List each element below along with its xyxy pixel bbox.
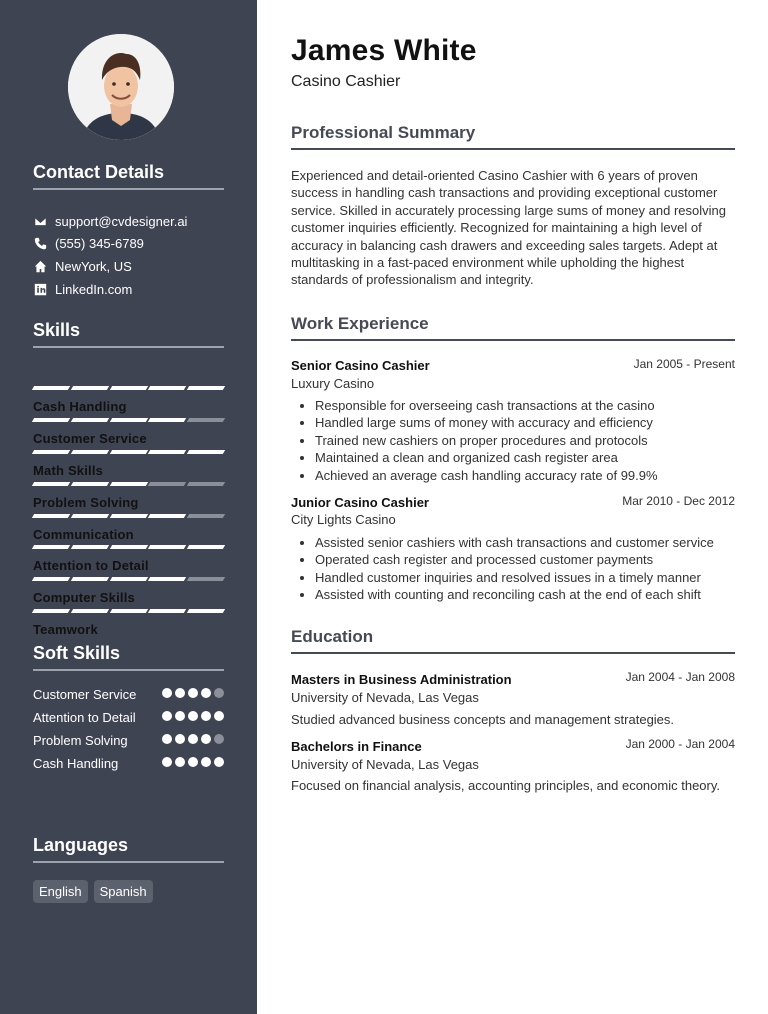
job-bullet: • Assisted with counting and reconciling cash at the end of each shift — [315, 586, 759, 603]
rating-dot — [175, 711, 185, 721]
summary-text: Experienced and detail-oriented Casino Cashier with 6 years of proven success in handling cash transactions and providing exceptional customer service. Skilled in accurately processing large sums of money and resolving customer inquiries efficiently. Recognized for maintaining a high level of accuracy in balancing cash drawers and exceeding sales targets. Adept at multitasking in a fast-paced environment while upholding the highest standards of professionalism and integrity. — [291, 168, 726, 288]
edu-school: University of Nevada, Las Vegas — [291, 757, 479, 772]
job-bullet: • Trained new cashiers on proper procedures and protocols — [315, 432, 759, 449]
language-tag: English — [33, 880, 88, 903]
contact-heading: Contact Details — [33, 162, 165, 182]
skill-level-segment — [187, 609, 225, 613]
skill-level-segment — [32, 386, 70, 390]
skill-item — [33, 460, 224, 510]
rating-dot — [214, 757, 224, 767]
soft-skill-item — [33, 755, 224, 772]
skill-level-segment — [71, 545, 109, 549]
skill-level-segment — [109, 386, 147, 390]
languages-heading: Languages — [33, 835, 129, 855]
job-bullets — [291, 534, 759, 604]
skill-item — [33, 396, 224, 446]
job-title: Senior Casino Cashier — [291, 358, 430, 373]
skill-name: Cash Handling — [33, 399, 127, 414]
soft-skill-name: Problem Solving — [33, 733, 128, 748]
skill-level-segment — [109, 514, 147, 518]
job-dates: Jan 2005 - Present — [633, 357, 735, 371]
skill-level-segment — [32, 482, 70, 486]
skill-level-segment — [187, 482, 225, 486]
job-bullet: • Responsible for overseeing cash transactions at the casino — [315, 397, 759, 414]
skill-item — [33, 428, 224, 478]
skill-level-bar — [33, 386, 224, 390]
rating-dot — [162, 688, 172, 698]
skill-name: Computer Skills — [33, 590, 135, 606]
skill-level-bar — [33, 609, 224, 613]
skill-level-segment — [148, 450, 186, 454]
contact-list — [33, 210, 187, 300]
skill-level-segment — [148, 514, 186, 518]
skill-name: Problem Solving — [33, 494, 139, 510]
skill-level-segment — [71, 482, 109, 486]
rating-dot — [162, 711, 172, 721]
skills-heading: Skills — [33, 320, 81, 340]
soft-skill-rating — [162, 734, 224, 744]
job-bullet: • Handled customer inquiries and resolved issues in a timely manner — [315, 569, 759, 586]
languages-divider — [33, 861, 224, 863]
skill-level-segment — [109, 450, 147, 454]
edu-description: Focused on financial analysis, accounting principles, and economic theory. — [291, 778, 720, 793]
contact-email-text: support@cvdesigner.ai — [55, 213, 188, 229]
contact-phone-text: (555) 345-6789 — [55, 236, 144, 252]
rating-dot — [175, 688, 185, 698]
skill-name: Math Skills — [33, 462, 104, 478]
skill-level-segment — [187, 514, 225, 518]
person-title: Casino Cashier — [291, 73, 401, 90]
skill-level-segment — [187, 418, 225, 422]
skill-level-segment — [109, 609, 147, 613]
skill-level-segment — [148, 418, 186, 422]
skill-level-segment — [32, 609, 70, 613]
soft-skill-rating — [162, 711, 224, 721]
rating-dot — [162, 734, 172, 744]
skill-level-segment — [187, 450, 225, 454]
summary-divider — [291, 148, 735, 150]
skill-item — [33, 587, 224, 638]
language-tag: Spanish — [94, 880, 153, 903]
edu-school: University of Nevada, Las Vegas — [291, 690, 479, 705]
skills-divider — [33, 346, 224, 348]
phone-icon — [33, 237, 47, 251]
job-company: City Lights Casino — [291, 512, 396, 527]
rating-dot — [175, 734, 185, 744]
home-icon — [33, 259, 47, 273]
rating-dot — [214, 734, 224, 744]
rating-dot — [214, 711, 224, 721]
rating-dot — [201, 757, 211, 767]
job-bullet: • Assisted senior cashiers with cash transactions and customer service — [315, 534, 759, 551]
skill-item — [33, 492, 224, 542]
skill-level-segment — [187, 545, 225, 549]
skill-item — [33, 364, 224, 414]
profile-photo — [68, 34, 174, 140]
skill-level-segment — [148, 577, 186, 581]
rating-dot — [188, 688, 198, 698]
skill-level-segment — [109, 577, 147, 581]
job-company: Luxury Casino — [291, 376, 375, 391]
edu-degree: Masters in Business Administration — [291, 672, 512, 687]
education-divider — [291, 652, 735, 654]
job-dates: Mar 2010 - Dec 2012 — [622, 494, 735, 508]
skill-level-segment — [109, 482, 147, 486]
job-title: Junior Casino Cashier — [291, 495, 429, 510]
skills-list — [33, 364, 224, 638]
contact-divider — [33, 188, 224, 190]
skill-level-segment — [71, 386, 109, 390]
soft-skills-list — [33, 686, 224, 772]
skill-level-segment — [71, 450, 109, 454]
skill-name: Communication — [33, 526, 134, 542]
contact-email[interactable] — [33, 210, 187, 233]
skill-level-segment — [109, 418, 147, 422]
skill-level-segment — [32, 418, 70, 422]
edu-degree: Bachelors in Finance — [291, 739, 422, 754]
skill-level-segment — [187, 386, 225, 390]
soft-skill-item — [33, 709, 224, 726]
job-bullet: • Operated cash register and processed customer payments — [315, 551, 759, 568]
soft-skill-name: Customer Service — [33, 687, 137, 702]
skill-level-bar — [33, 577, 224, 581]
person-name: James White — [291, 34, 477, 67]
job-bullet: • Achieved an average cash handling accuracy rate of 99.9% — [315, 467, 759, 484]
soft-skill-name: Cash Handling — [33, 756, 119, 771]
education-heading: Education — [291, 627, 374, 646]
contact-location-text: NewYork, US — [55, 258, 132, 274]
soft-skill-item — [33, 732, 224, 749]
edu-dates: Jan 2000 - Jan 2004 — [625, 737, 735, 751]
rating-dot — [175, 757, 185, 767]
linkedin-icon — [33, 282, 47, 296]
work-divider — [291, 339, 735, 341]
skill-level-bar — [33, 450, 224, 454]
job-bullet: • Handled large sums of money with accuracy and efficiency — [315, 414, 759, 431]
soft-skills-heading: Soft Skills — [33, 643, 121, 663]
envelope-icon — [33, 214, 47, 228]
skill-name: Attention to Detail — [33, 558, 149, 574]
soft-skill-item — [33, 686, 224, 703]
skill-level-segment — [148, 545, 186, 549]
skill-level-bar — [33, 545, 224, 549]
skill-item — [33, 523, 224, 574]
skill-level-segment — [148, 609, 186, 613]
rating-dot — [201, 688, 211, 698]
soft-skills-divider — [33, 669, 224, 671]
soft-skill-rating — [162, 688, 224, 698]
contact-linkedin[interactable] — [33, 278, 187, 301]
skill-level-bar — [33, 482, 224, 486]
rating-dot — [201, 711, 211, 721]
skill-name: Teamwork — [33, 622, 98, 638]
contact-linkedin-text: LinkedIn.com — [55, 281, 133, 297]
skill-level-segment — [71, 418, 109, 422]
skill-level-segment — [187, 577, 225, 581]
languages-list — [33, 880, 153, 903]
skill-level-segment — [109, 545, 147, 549]
skill-level-segment — [148, 386, 186, 390]
work-heading: Work Experience — [291, 314, 429, 333]
main-content — [291, 0, 735, 1014]
skill-name: Customer Service — [33, 430, 147, 446]
skill-level-segment — [32, 577, 70, 581]
skill-level-segment — [71, 577, 109, 581]
job-bullet: • Maintained a clean and organized cash register area — [315, 449, 759, 466]
sidebar — [0, 0, 257, 1014]
rating-dot — [188, 711, 198, 721]
rating-dot — [201, 734, 211, 744]
skill-level-bar — [33, 418, 224, 422]
soft-skill-rating — [162, 757, 224, 767]
contact-phone[interactable] — [33, 233, 187, 256]
rating-dot — [188, 734, 198, 744]
skill-item — [33, 555, 224, 606]
skill-level-segment — [32, 514, 70, 518]
edu-description: Studied advanced business concepts and management strategies. — [291, 712, 675, 727]
summary-heading: Professional Summary — [291, 123, 476, 142]
skill-level-segment — [32, 545, 70, 549]
skill-level-segment — [71, 609, 109, 613]
skill-level-segment — [71, 514, 109, 518]
rating-dot — [214, 688, 224, 698]
avatar — [68, 34, 174, 140]
skill-level-segment — [32, 450, 70, 454]
job-bullets — [291, 397, 759, 484]
skill-level-bar — [33, 514, 224, 518]
rating-dot — [162, 757, 172, 767]
soft-skill-name: Attention to Detail — [33, 710, 136, 725]
edu-dates: Jan 2004 - Jan 2008 — [625, 670, 735, 684]
rating-dot — [188, 757, 198, 767]
contact-location — [33, 255, 187, 278]
skill-level-segment — [148, 482, 186, 486]
